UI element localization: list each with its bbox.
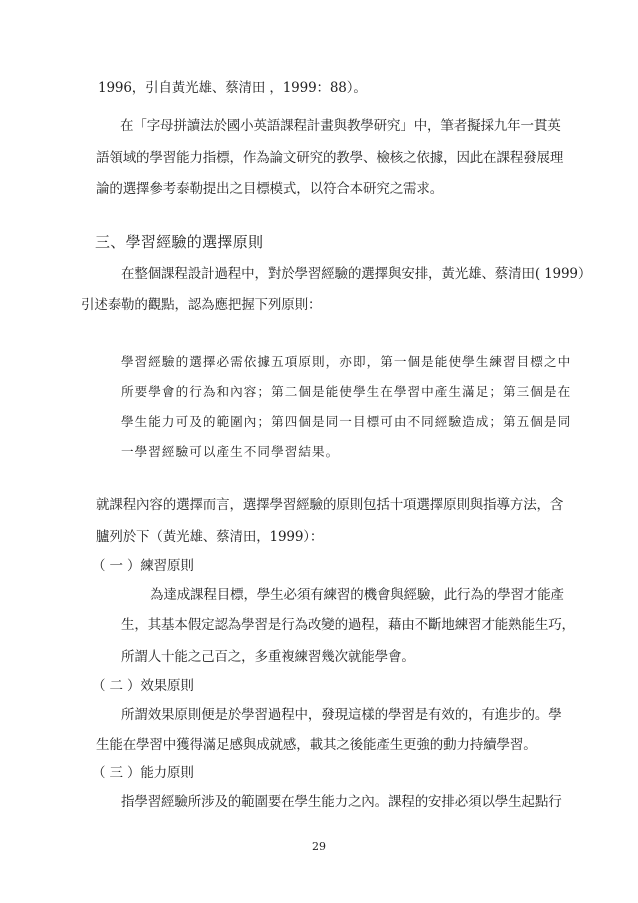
principle-effect-line-1: 所謂效果原則便是於學習過程中，發現這樣的學習是有效的，有進步的。學 xyxy=(121,707,562,723)
principle-effect-line-2: 生能在學習中獲得滿足感與成就感，載其之後能產生更強的動力持續學習。 xyxy=(96,737,537,753)
quote-line-1: 學習經驗的選擇必需依據五項原則，亦即，第一個是能使學生練習目標之中 xyxy=(121,354,572,369)
top-paragraph-line-2: 在「字母拼讀法於國小英語課程計畫與教學研究」中，筆者擬採九年一貫英 xyxy=(120,118,561,134)
intro-paragraph-line-2: 引述泰勒的觀點，認為應把握下列原則： xyxy=(81,297,322,313)
section-heading: 三、學習經驗的選擇原則 xyxy=(95,233,264,251)
top-paragraph-line-4: 論的選擇參考泰勒提出之目標模式，以符合本研究之需求。 xyxy=(96,181,444,197)
quote-line-2: 所要學會的行為和內容；第二個是能使學生在學習中產生滿足；第三個是在 xyxy=(121,384,572,399)
principle-ability-line-1: 指學習經驗所涉及的範圍要在學生能力之內。課程的安排必須以學生起點行 xyxy=(121,794,562,810)
principle-practice-line-3: 所謂人十能之己百之，多重複練習幾次就能學會。 xyxy=(121,649,415,665)
principle-practice-heading: （ 一 ）練習原則 xyxy=(92,558,194,574)
quote-line-4: 一學習經驗可以產生不同學習結果。 xyxy=(121,444,340,459)
top-paragraph-line-1: 1996，引自黃光雄、蔡清田 ，1999：88）。 xyxy=(98,80,367,96)
principle-practice-line-2: 生，其基本假定認為學習是行為改變的過程，藉由不斷地練習才能熟能生巧， xyxy=(121,617,575,633)
principle-practice-line-1: 為達成課程目標，學生必須有練習的機會與經驗，此行為的學習才能產 xyxy=(150,587,564,603)
page-number: 29 xyxy=(312,840,326,853)
content-paragraph-line-2: 臚列於下（黃光雄、蔡清田，1999）： xyxy=(96,529,324,545)
quote-line-3: 學生能力可及的範圍內；第四個是同一目標可由不同經驗造成；第五個是同 xyxy=(121,414,572,429)
principle-ability-heading: （ 三 ）能力原則 xyxy=(92,765,194,781)
top-paragraph-line-3: 語領域的學習能力指標，作為論文研究的教學、檢核之依據，因此在課程發展理 xyxy=(96,150,564,166)
intro-paragraph-line-1: 在整個課程設計過程中，對於學習經驗的選擇與安排，黃光雄、蔡清田( 1999） xyxy=(121,266,592,282)
content-paragraph-line-1: 就課程內容的選擇而言，選擇學習經驗的原則包括十項選擇原則與指導方法，含 xyxy=(96,497,564,513)
principle-effect-heading: （ 二 ）效果原則 xyxy=(92,678,194,694)
